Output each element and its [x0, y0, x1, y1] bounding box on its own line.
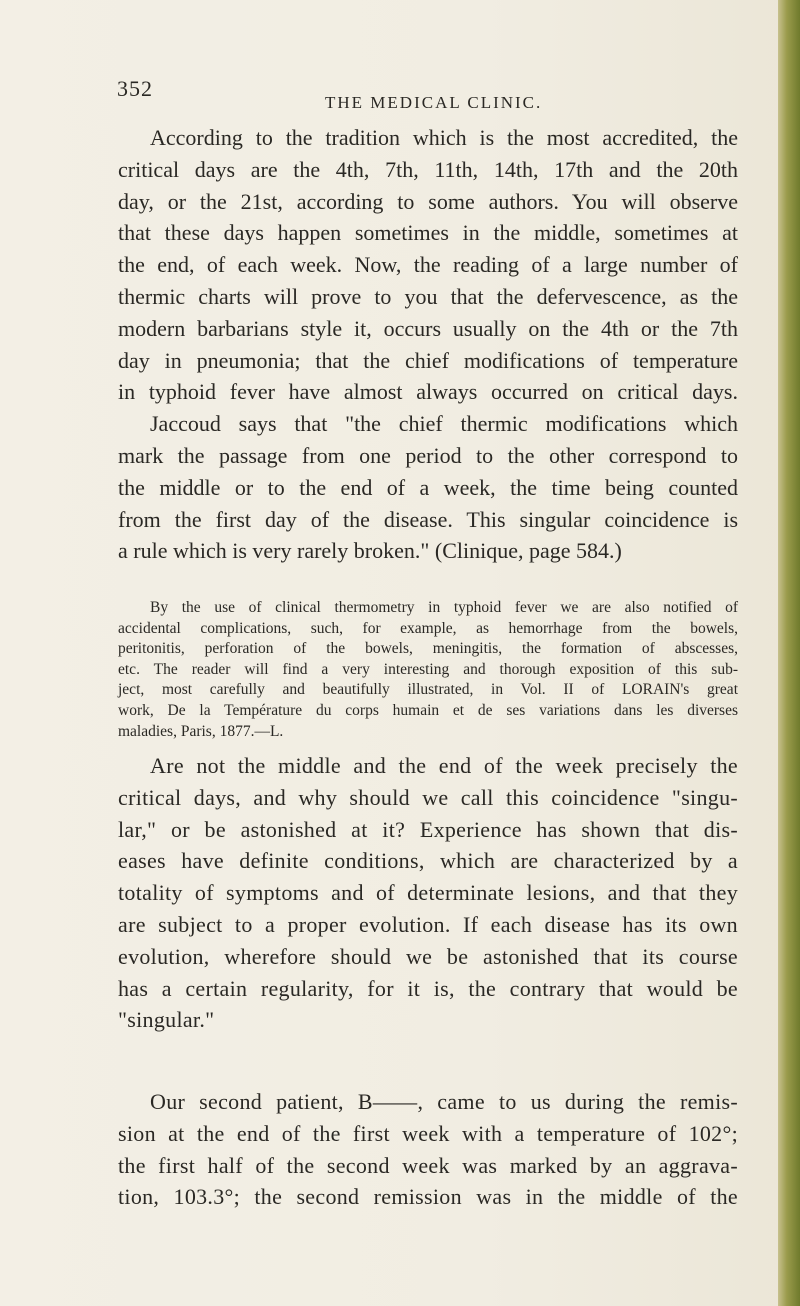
running-head: THE MEDICAL CLINIC. — [325, 93, 543, 112]
paragraph-2 — [118, 750, 738, 1036]
footnote-line: maladies, Paris, 1877.—L. — [118, 722, 284, 740]
page-edge — [778, 0, 800, 1306]
footnote-line: peritonitis, perforation of the bowels, meningitis, the formation of abscesses, — [118, 640, 738, 658]
text-line: the first half of the second week was marked by an aggrava- — [118, 1152, 738, 1178]
text-line: "singular." — [118, 1007, 215, 1033]
text-line: a rule which is very rarely broken." (Clinique, page 584.) — [118, 538, 622, 564]
text-line: lar," or be astonished at it? Experience has shown that dis- — [118, 816, 738, 842]
text-line: critical days, and why should we call this coincidence "singu- — [118, 784, 738, 810]
text-line: tion, 103.3°; the second remission was in the middle of the — [118, 1184, 738, 1210]
text-line: Our second patient, B——, came to us during the remis- — [150, 1089, 738, 1114]
text-line: mark the passage from one period to the other correspond to — [118, 442, 738, 468]
text-line: has a certain regularity, for it is, the contrary that would be — [118, 975, 738, 1001]
text-line: day in pneumonia; that the chief modifications of temperature — [118, 347, 738, 373]
text-line: from the first day of the disease. This singular coincidence is — [118, 506, 738, 532]
footnote-line: accidental complications, such, for example, as hemorrhage from the bowels, — [118, 619, 738, 637]
text-line: critical days are the 4th, 7th, 11th, 14th, 17th and the 20th — [118, 156, 738, 182]
text-line: day, or the 21st, according to some authors. You will observe — [118, 188, 738, 214]
text-line: the end, of each week. Now, the reading of a large number of — [118, 252, 738, 278]
text-line: the middle or to the end of a week, the time being counted — [118, 474, 738, 500]
text-line: Jaccoud says that "the chief thermic modifications which — [150, 411, 738, 437]
text-line: sion at the end of the first week with a temperature of 102°; — [118, 1120, 738, 1146]
footnote-line: ject, most carefully and beautifully illustrated, in Vol. II of LORAIN's great — [118, 681, 738, 699]
footnote-line: By the use of clinical thermometry in typhoid fever we are also notified of — [150, 599, 738, 616]
text-line: that these days happen sometimes in the middle, sometimes at — [118, 220, 738, 246]
text-line: According to the tradition which is the most accredited, the — [150, 125, 738, 150]
text-line: totality of symptoms and of determinate lesions, and that they — [118, 880, 738, 906]
footnote — [118, 598, 738, 742]
text-line: modern barbarians style it, occurs usually on the 4th or the 7th — [118, 315, 738, 341]
text-line: in typhoid fever have almost always occurred on critical days. — [118, 379, 738, 405]
footnote-line: etc. The reader will find a very interesting and thorough exposition of this sub- — [118, 660, 738, 678]
text-line: thermic charts will prove to you that the defervescence, as the — [118, 283, 738, 309]
page-number: 352 — [117, 76, 153, 101]
text-line: eases have definite conditions, which are characterized by a — [118, 848, 738, 874]
text-line: are subject to a proper evolution. If each disease has its own — [118, 911, 738, 937]
paragraph-1 — [118, 122, 738, 567]
footnote-line: work, De la Température du corps humain et de ses variations dans les diverses — [118, 701, 738, 719]
text-line: Are not the middle and the end of the week precisely the — [150, 753, 738, 778]
text-line: evolution, wherefore should we be astonished that its course — [118, 943, 738, 969]
paragraph-3 — [118, 1086, 738, 1213]
